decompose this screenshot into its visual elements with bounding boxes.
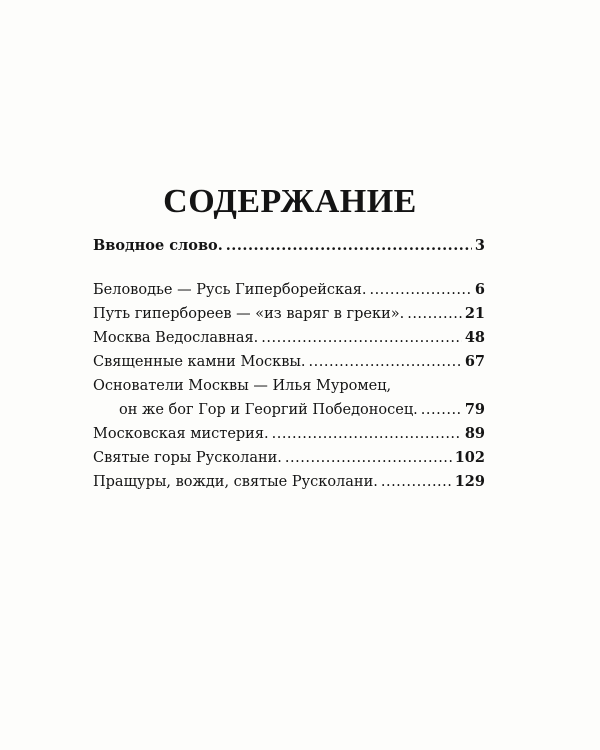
table-of-contents [93,234,485,494]
toc-entry-first-line: Основатели Москвы — Илья Муромец, [93,378,392,394]
toc-entry [93,422,485,446]
toc-page-number: 3 [474,237,485,254]
toc-entry [93,326,485,350]
toc-page-number: 67 [464,353,485,370]
toc-page-number: 129 [454,473,485,490]
toc-dot-leader [272,422,462,446]
toc-entry [93,470,485,494]
toc-entry [93,398,485,422]
toc-entry [93,446,485,470]
toc-page-number: 48 [464,329,485,346]
toc-entry [93,302,485,326]
toc-entry [93,350,485,374]
page-title: СОДЕРЖАНИЕ [163,183,417,220]
toc-entry-title: Священные камни Москвы. [93,354,306,370]
toc-page-number: 102 [454,449,485,466]
toc-entry [93,278,485,302]
toc-page-number: 21 [464,305,485,322]
toc-dot-leader [381,470,452,494]
toc-dot-leader [369,278,471,302]
toc-entry-title: Москва Ведославная. [93,330,259,346]
toc-page-number: 89 [464,425,485,442]
toc-dot-leader [285,446,452,470]
toc-entry-title: Пращуры, вожди, святые Русколани. [93,474,378,490]
toc-entry-title: он же бог Гор и Георгий Победоносец. [119,402,418,418]
toc-entry-title: Святые горы Русколани. [93,450,282,466]
toc-entry-intro [93,234,485,258]
toc-dot-leader [226,234,472,258]
toc-entry-title: Путь гипербореев — «из варяг в греки». [93,306,405,322]
toc-page-number: 79 [464,401,485,418]
toc-dot-leader [407,302,462,326]
toc-page-number: 6 [474,281,485,298]
toc-dot-leader [421,398,462,422]
toc-entry-title: Московская мистерия. [93,426,269,442]
toc-dot-leader [261,326,462,350]
toc-dot-leader [309,350,462,374]
toc-entry-title: Беловодье — Русь Гиперборейская. [93,282,367,298]
toc-entry-title: Вводное слово. [93,237,223,254]
